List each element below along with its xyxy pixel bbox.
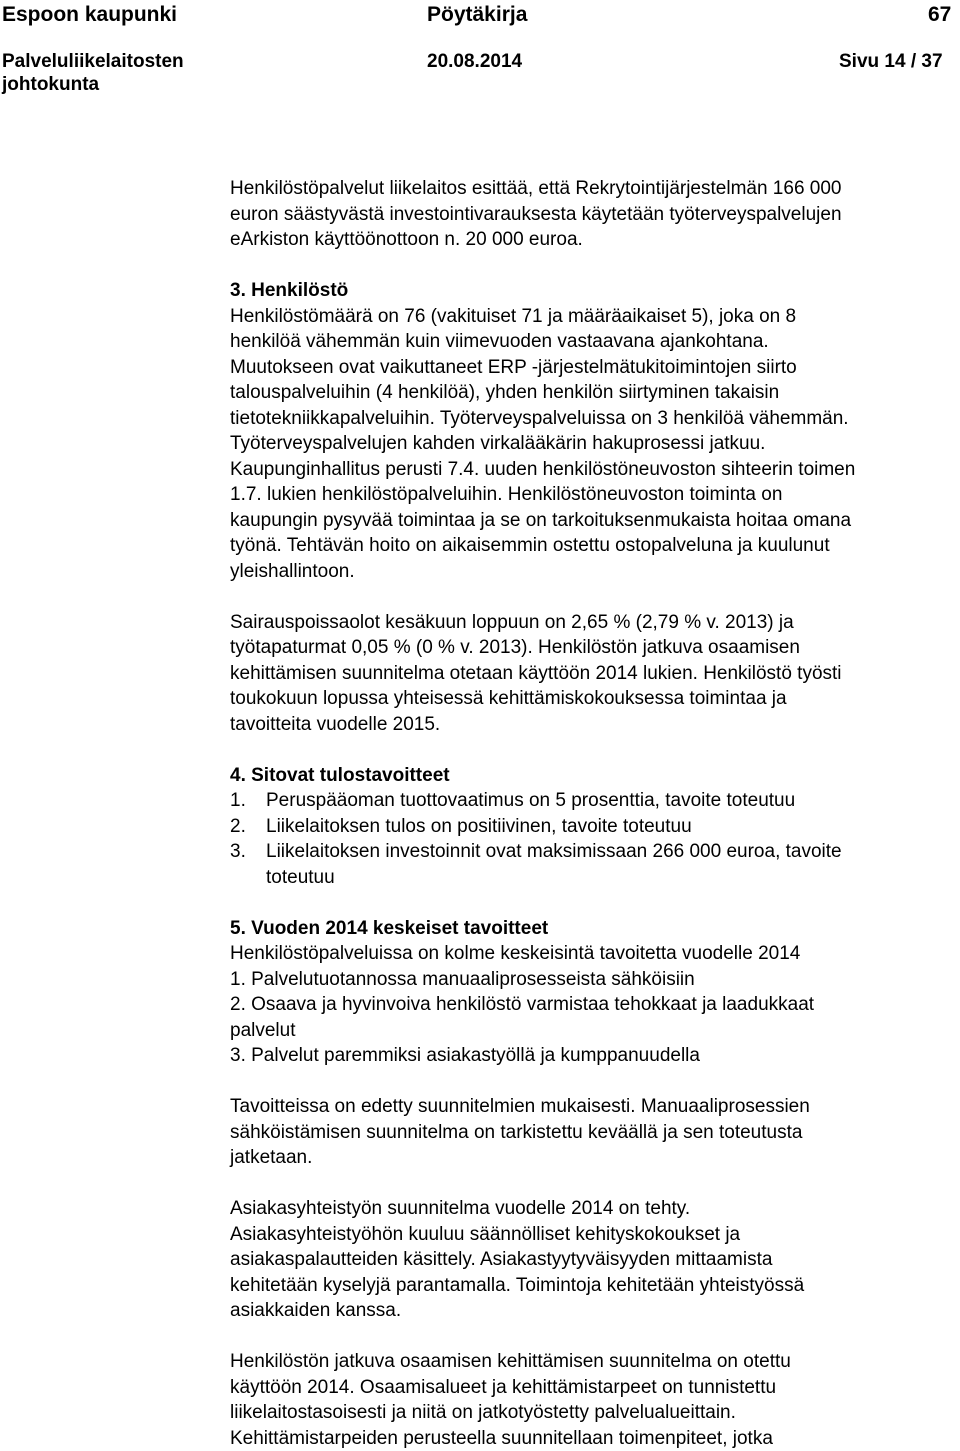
section-3-paragraph-1 (230, 304, 950, 585)
text-line: Muutokseen ovat vaikuttaneet ERP -järjestelmätukitoimintojen siirto (230, 355, 950, 381)
text-line: kehitetään kyselyjä parantamalla. Toimintoja kehitetään yhteistyössä (230, 1273, 950, 1299)
header-org: Espoon kaupunki (2, 2, 177, 28)
list-item-number: 1. (230, 788, 266, 814)
text-line: Peruspääoman tuottovaatimus on 5 prosenttia, tavoite toteutuu (266, 788, 950, 814)
text-line: tavoitteita vuodelle 2015. (230, 712, 950, 738)
text-line: Työterveyspalvelujen kahden virkalääkärin hakuprosessi jatkuu. (230, 431, 950, 457)
list-item (230, 839, 950, 890)
text-line: työtapaturmat 0,05 % (0 % v. 2013). Henkilöstön jatkuva osaamisen (230, 635, 950, 661)
text-line: Liikelaitoksen investoinnit ovat maksimissaan 266 000 euroa, tavoite (266, 839, 950, 865)
text-line: Tavoitteissa on edetty suunnitelmien mukaisesti. Manuaaliprosessien (230, 1094, 950, 1120)
section-3-paragraph-2 (230, 610, 950, 738)
text-line: Asiakasyhteistyöhön kuuluu säännölliset kehityskokoukset ja (230, 1222, 950, 1248)
list-item-text (266, 788, 950, 814)
text-line: 1.7. lukien henkilöstöpalveluihin. Henkilöstöneuvoston toiminta on (230, 482, 950, 508)
section-5-paragraph-c (230, 1349, 950, 1451)
text-line: tietotekniikkapalveluihin. Työterveyspalveluissa on 3 henkilöä vähemmän. (230, 406, 950, 432)
section-5-paragraph-b (230, 1196, 950, 1324)
text-line: Kehittämistarpeiden perusteella suunnitellaan toimenpiteet, jotka (230, 1426, 950, 1451)
text-line: työnä. Tehtävän hoito on aikaisemmin ostettu ostopalveluna ja kuulunut (230, 533, 950, 559)
section-5-heading: 5. Vuoden 2014 keskeiset tavoitteet (230, 916, 950, 942)
text-line: asiakaspalautteiden käsittely. Asiakastyytyväisyyden mittaamista (230, 1247, 950, 1273)
list-item (230, 788, 950, 814)
text-line: Sairauspoissaolot kesäkuun loppuun on 2,65 % (2,79 % v. 2013) ja (230, 610, 950, 636)
header-doc-type: Pöytäkirja (427, 2, 527, 28)
text-line: liikelaitostasoisesti ja niitä on jatkotyöstetty palvelualueittain. (230, 1400, 950, 1426)
text-line: henkilöä vähemmän kuin viimevuoden vastaavana ajankohtana. (230, 329, 950, 355)
text-line: 3. Palvelut paremmiksi asiakastyöllä ja kumppanuudella (230, 1043, 950, 1069)
document-body (230, 176, 950, 1451)
list-item-text (266, 814, 950, 840)
list-item-number: 3. (230, 839, 266, 890)
text-line: Henkilöstömäärä on 76 (vakituiset 71 ja määräaikaiset 5), joka on 8 (230, 304, 950, 330)
section-3-heading: 3. Henkilöstö (230, 278, 950, 304)
list-item-number: 2. (230, 814, 266, 840)
header-section-number: 67 (928, 2, 951, 28)
text-line: sähköistämisen suunnitelma on tarkistettu keväällä ja sen toteutusta (230, 1120, 950, 1146)
text-line: yleishallintoon. (230, 559, 950, 585)
intro-line: euron säästyvästä investointivarauksesta käytetään työterveyspalvelujen (230, 202, 950, 228)
text-line: käyttöön 2014. Osaamisalueet ja kehittämistarpeet on tunnistettu (230, 1375, 950, 1401)
section-4-list (230, 788, 950, 890)
header-body-name: Palveluliikelaitosten johtokunta (2, 50, 232, 96)
text-line: toteutuu (266, 865, 950, 891)
text-line: Henkilöstöpalveluissa on kolme keskeisintä tavoitetta vuodelle 2014 (230, 941, 950, 967)
text-line: kaupungin pysyvää toimintaa ja se on tarkoituksenmukaista hoitaa omana (230, 508, 950, 534)
text-line: Liikelaitoksen tulos on positiivinen, tavoite toteutuu (266, 814, 950, 840)
section-4-heading: 4. Sitovat tulostavoitteet (230, 763, 950, 789)
list-item (230, 814, 950, 840)
text-line: jatketaan. (230, 1145, 950, 1171)
header-date: 20.08.2014 (427, 49, 522, 75)
text-line: kehittämisen suunnitelma otetaan käyttöön 2014 lukien. Henkilöstö työsti (230, 661, 950, 687)
list-item-text (266, 839, 950, 890)
text-line: Kaupunginhallitus perusti 7.4. uuden henkilöstöneuvoston sihteerin toimen (230, 457, 950, 483)
text-line: toukokuun lopussa yhteisessä kehittämiskokouksessa toimintaa ja (230, 686, 950, 712)
text-line: palvelut (230, 1018, 950, 1044)
header-page-number: Sivu 14 / 37 (839, 49, 943, 75)
text-line: 2. Osaava ja hyvinvoiva henkilöstö varmistaa tehokkaat ja laadukkaat (230, 992, 950, 1018)
section-5-paragraph-a (230, 1094, 950, 1171)
intro-line: Henkilöstöpalvelut liikelaitos esittää, että Rekrytointijärjestelmän 166 000 (230, 176, 950, 202)
text-line: talouspalveluihin (4 henkilöä), yhden henkilön siirtyminen takaisin (230, 380, 950, 406)
text-line: Henkilöstön jatkuva osaamisen kehittämisen suunnitelma on otettu (230, 1349, 950, 1375)
text-line: Asiakasyhteistyön suunnitelma vuodelle 2014 on tehty. (230, 1196, 950, 1222)
section-5-goals (230, 941, 950, 1069)
text-line: asiakkaiden kanssa. (230, 1298, 950, 1324)
intro-line: eArkiston käyttöönottoon n. 20 000 euroa. (230, 227, 950, 253)
text-line: 1. Palvelutuotannossa manuaaliprosesseista sähköisiin (230, 967, 950, 993)
intro-paragraph (230, 176, 950, 253)
